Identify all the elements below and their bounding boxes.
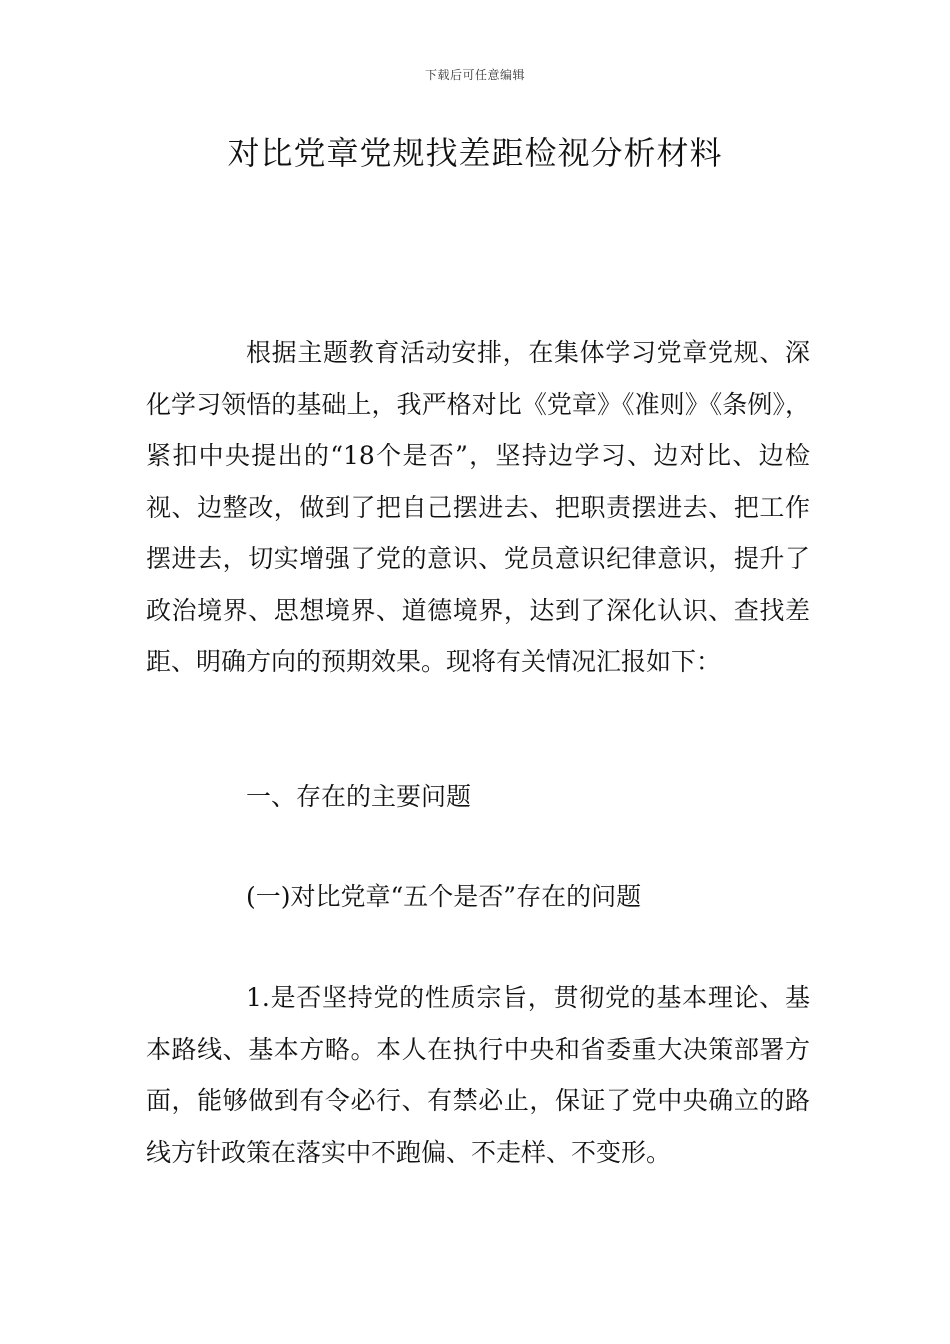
header-note: 下载后可任意编辑 [424, 68, 525, 82]
document-title: 对比党章党规找差距检视分析材料 [227, 134, 723, 172]
subsection-heading: (一)对比党章“五个是否”存在的问题 [246, 882, 642, 911]
intro-paragraph: 根据主题教育活动安排，在集体学习党章党规、深化学习领悟的基础上，我严格对比《党章》《准则》《条例》，紧扣中央提出的“18个是否”，坚持边学习、边对比、边检视、边整改，做到了把自己摆进去、把职责摆进去、把工作摆进去，切实增强了党的意识、党员意识纪律意识，提升了政治境界、思想境界、道德境界，达到了深化认识、查找差距、明确方向的预期效果。现将有关情况汇报如下： [146, 338, 810, 676]
item-1-paragraph: 1.是否坚持党的性质宗旨，贯彻党的基本理论、基本路线、基本方略。本人在执行中央和省委重大决策部署方面，能够做到有令必行、有禁必止，保证了党中央确立的路线方针政策在落实中不跑偏、不走样、不变形。 [146, 983, 810, 1167]
section-heading: 一、存在的主要问题 [246, 782, 472, 811]
